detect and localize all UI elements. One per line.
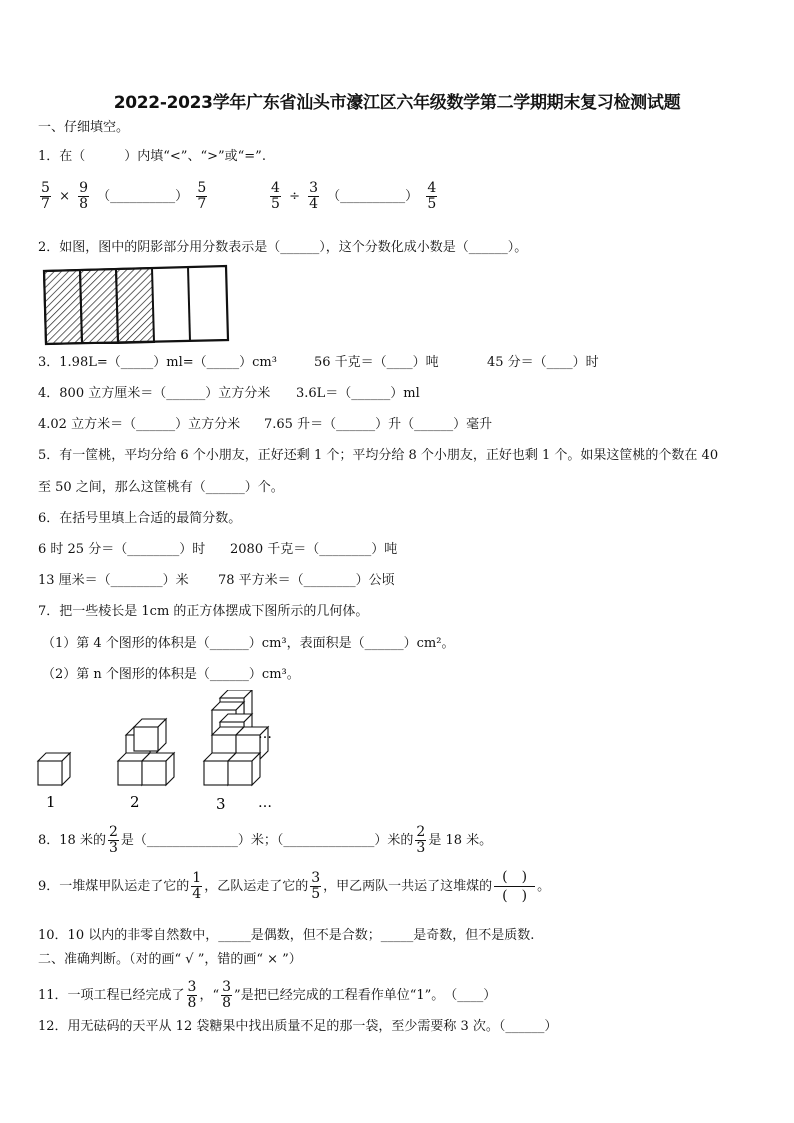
question-3-part-1: 3．1.98L=（_____）ml=（_____）cm³ xyxy=(38,355,277,370)
shaded-rectangle-figure xyxy=(40,264,230,346)
section-1-heading: 一、仔细填空。 xyxy=(38,120,130,135)
figure-label-1: 1 xyxy=(46,793,56,811)
question-6-text: 6．在括号里填上合适的最简分数。 xyxy=(38,511,242,526)
fraction: $\frac{1}{4}$ xyxy=(192,870,202,902)
question-6-part-b: 2080 千克＝（________）吨 xyxy=(230,542,398,557)
fraction: $\frac{3}{5}$ xyxy=(311,870,321,902)
section-2-heading: 二、准确判断。（对的画“ √ ”，错的画“ × ”） xyxy=(38,952,302,967)
question-5-line-2: 至 50 之间，那么这筐桃有（______）个。 xyxy=(38,480,284,495)
question-9: 9．一堆煤甲队运走了它的 $\frac{1}{4}$ ，乙队运走了它的 $\frac{3}{5}$ ，甲乙两队一共运了这堆煤的 ( ) ( ) 。 xyxy=(38,869,551,904)
question-11: 11．一项工程已经完成了 $\frac{3}{8}$ ，“ $\frac{3}{8}$ ”是把已经完成的工程看作单位“1”。 （____） xyxy=(38,979,497,1011)
fraction: $\frac{3}{4}$ xyxy=(309,180,319,212)
question-7-text: 7．把一些棱长是 1cm 的正方体摆成下图所示的几何体。 xyxy=(38,604,369,619)
fraction: $\frac{4}{5}$ xyxy=(271,180,280,212)
answer-blank[interactable]: （__________） xyxy=(327,188,419,204)
fraction-answer-box[interactable]: ( ) ( ) xyxy=(494,868,535,905)
question-4-part-2: 3.6L＝（______）ml xyxy=(296,386,420,401)
fraction: $\frac{9}{8}$ xyxy=(79,180,89,212)
shaded-part xyxy=(80,269,118,343)
question-6-part-d: 78 平方米＝（________）公顷 xyxy=(218,573,395,588)
question-1-expression-1: $\frac{5}{7}$ × $\frac{9}{8}$ （__________） $\frac{5}{7}$ xyxy=(41,180,207,212)
question-4-part-3: 4.02 立方米＝（______）立方分米 xyxy=(38,417,241,432)
ellipsis-upper: … xyxy=(258,726,272,742)
question-4-part-1: 4．800 立方厘米＝（______）立方分米 xyxy=(38,386,271,401)
question-7-sub-1: （1）第 4 个图形的体积是（______）cm³，表面积是（______）cm²。 xyxy=(42,636,455,651)
answer-blank[interactable]: （__________） xyxy=(97,188,189,204)
question-4-part-4: 7.65 升＝（______）升（______）毫升 xyxy=(264,417,493,432)
fraction: $\frac{5}{7}$ xyxy=(197,180,207,212)
cube-figure-2 xyxy=(118,719,174,785)
fraction: $\frac{4}{5}$ xyxy=(427,180,437,212)
fraction: $\frac{3}{8}$ xyxy=(222,979,232,1011)
fraction: $\frac{3}{8}$ xyxy=(187,979,197,1011)
question-6-part-a: 6 时 25 分＝（________）时 xyxy=(38,542,206,557)
ellipsis-lower: … xyxy=(258,795,272,811)
question-7-sub-2: （2）第 n 个图形的体积是（______）cm³。 xyxy=(42,667,300,682)
question-2-text: 2．如图，图中的阴影部分用分数表示是（______），这个分数化成小数是（______）。 xyxy=(38,240,528,255)
question-12-text: 12．用无砝码的天平从 12 袋糖果中找出质量不足的那一袋，至少需要称 3 次。（______） xyxy=(38,1019,558,1034)
question-3-part-3: 45 分＝（____）时 xyxy=(487,355,599,370)
question-3-part-2: 56 千克＝（____）吨 xyxy=(314,355,439,370)
figure-label-2: 2 xyxy=(130,793,140,811)
figure-label-3: 3 xyxy=(216,795,226,812)
question-1-expression-2: $\frac{4}{5}$ ÷ $\frac{3}{4}$ （__________） $\frac{4}{5}$ xyxy=(271,180,437,212)
shaded-part xyxy=(44,270,82,344)
cube-figure-1 xyxy=(38,753,70,785)
fraction: $\frac{2}{3}$ xyxy=(108,824,118,856)
shaded-part xyxy=(116,268,154,343)
question-5-line-1: 5．有一筐桃，平均分给 6 个小朋友，正好还剩 1 个；平均分给 8 个小朋友，正好也剩 1 个。如果这筐桃的个数在 40 xyxy=(38,448,719,463)
question-10-text: 10．10 以内的非零自然数中，_____是偶数，但不是合数；_____是奇数，但不是质数. xyxy=(38,928,535,943)
question-8: 8．18 米的 $\frac{2}{3}$ 是（______________）米；（______________）米的 $\frac{2}{3}$ 是 18 米。 xyxy=(38,824,493,856)
fraction: $\frac{2}{3}$ xyxy=(416,824,426,856)
cube-stack-figure xyxy=(30,690,300,812)
page-title: 2022-2023学年广东省汕头市濠江区六年级数学第二学期期末复习检测试题 xyxy=(113,93,681,113)
question-6-part-c: 13 厘米＝（________）米 xyxy=(38,573,189,588)
fraction: $\frac{5}{7}$ xyxy=(41,180,50,212)
question-1-text: 1．在（ ）内填“<”、“>”或“=”. xyxy=(38,149,266,164)
